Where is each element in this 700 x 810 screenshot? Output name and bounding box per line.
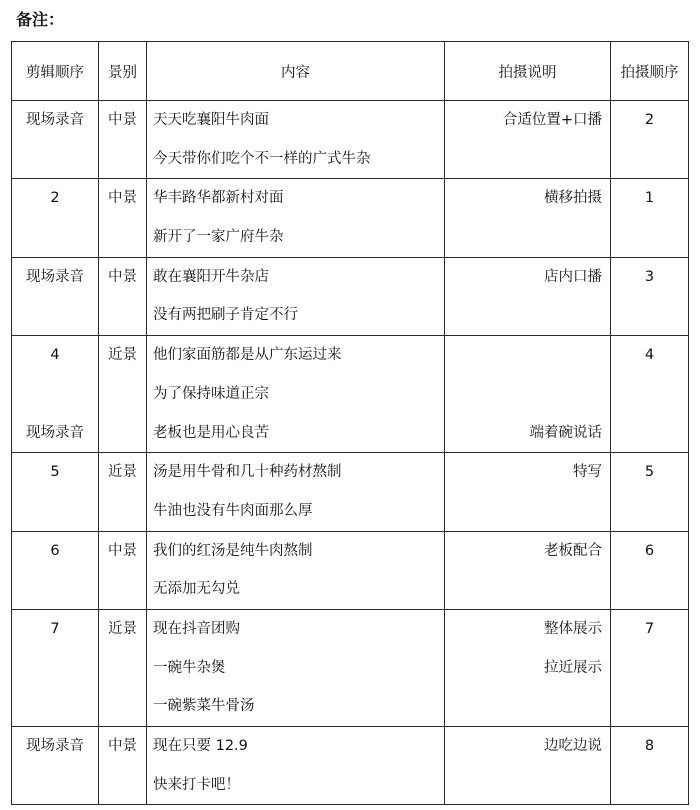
- shooting-script-table: [11, 41, 689, 805]
- edit-order-line: [12, 218, 98, 257]
- shoot-notes-line: 端着碗说话: [529, 424, 602, 441]
- table-header-row: [12, 42, 689, 101]
- content-line: 我们的红汤是纯牛肉熬制: [153, 542, 313, 559]
- shoot-order-line: 6: [644, 542, 655, 559]
- shoot-notes-line: [445, 687, 610, 726]
- edit-order-cell: [12, 101, 99, 179]
- shot-type-line: 中景: [108, 738, 137, 754]
- edit-order-line: 4: [50, 347, 60, 364]
- content-line: 现在只要 12.9: [153, 738, 248, 754]
- shoot-notes-cell: [445, 727, 611, 805]
- shoot-order-line: [611, 570, 688, 609]
- content-line: 今天带你们吃个不一样的广式牛杂: [153, 150, 371, 167]
- shoot-notes-cell: [445, 257, 611, 335]
- shoot-order-line: 7: [644, 620, 655, 637]
- edit-order-cell: [12, 453, 99, 531]
- shoot-notes-line: 合适位置+口播: [502, 112, 602, 128]
- table-row: [12, 257, 689, 335]
- content-line: 无添加无勾兑: [153, 581, 240, 598]
- shot-type-line: 中景: [108, 268, 137, 285]
- content-line: 华丰路华都新村对面: [153, 190, 284, 207]
- table-row: [12, 101, 689, 179]
- edit-order-line: 现场录音: [26, 112, 84, 128]
- edit-order-line: [12, 766, 98, 805]
- shoot-order-line: 2: [644, 112, 655, 128]
- header-shot-type: 景别: [99, 42, 147, 101]
- content-cell: [147, 101, 445, 179]
- edit-order-cell: [12, 336, 99, 453]
- shoot-order-line: 1: [644, 190, 655, 207]
- shot-type-cell: [99, 101, 147, 179]
- shot-type-line: [99, 296, 146, 335]
- content-line: 天天吃襄阳牛肉面: [153, 112, 269, 128]
- content-cell: [147, 727, 445, 805]
- shoot-notes-cell: [445, 453, 611, 531]
- content-line: 牛油也没有牛肉面那么厚: [153, 502, 313, 519]
- edit-order-line: 7: [50, 620, 60, 637]
- shoot-notes-cell: [445, 336, 611, 453]
- shoot-notes-cell: [445, 531, 611, 609]
- shot-type-cell: [99, 336, 147, 453]
- shot-type-line: [99, 766, 146, 805]
- shoot-order-line: [611, 766, 688, 805]
- edit-order-line: [12, 375, 98, 414]
- edit-order-line: [12, 140, 98, 179]
- content-line: 敢在襄阳开牛杂店: [153, 268, 269, 285]
- shot-type-cell: [99, 727, 147, 805]
- shoot-notes-line: [445, 492, 610, 531]
- shoot-notes-line: [445, 336, 610, 375]
- shot-type-line: [99, 218, 146, 257]
- shoot-order-line: [611, 492, 688, 531]
- table-row: [12, 336, 689, 453]
- table-row: [12, 609, 689, 726]
- shot-type-line: [99, 375, 146, 414]
- shoot-order-cell: [611, 336, 689, 453]
- shoot-order-line: [611, 687, 688, 726]
- shoot-notes-cell: [445, 179, 611, 257]
- header-shoot-order: 拍摄顺序: [611, 42, 689, 101]
- shoot-order-cell: [611, 179, 689, 257]
- shoot-order-line: 3: [644, 268, 655, 285]
- edit-order-line: [12, 296, 98, 335]
- shoot-order-line: [611, 414, 688, 453]
- header-shoot-notes: 拍摄说明: [445, 42, 611, 101]
- shoot-order-line: [611, 140, 688, 179]
- content-line: 他们家面筋都是从广东运过来: [153, 347, 342, 364]
- shoot-order-cell: [611, 609, 689, 726]
- shot-type-line: 中景: [108, 542, 137, 559]
- shot-type-cell: [99, 453, 147, 531]
- shot-type-line: 中景: [108, 112, 137, 128]
- content-cell: [147, 336, 445, 453]
- content-line: 为了保持味道正宗: [153, 385, 269, 402]
- edit-order-line: 2: [50, 190, 60, 207]
- shot-type-line: 中景: [108, 190, 137, 207]
- content-line: 新开了一家广府牛杂: [153, 229, 284, 246]
- content-line: 没有两把刷子肯定不行: [153, 307, 298, 324]
- shot-type-cell: [99, 257, 147, 335]
- table-row: [12, 727, 689, 805]
- shot-type-line: [99, 492, 146, 531]
- header-edit-order: 剪辑顺序: [12, 42, 99, 101]
- shoot-order-line: 5: [644, 464, 655, 481]
- table-row: [12, 531, 689, 609]
- shoot-notes-line: 特写: [573, 464, 602, 481]
- edit-order-cell: [12, 257, 99, 335]
- shoot-order-line: [611, 375, 688, 414]
- shoot-notes-line: [445, 375, 610, 414]
- shoot-order-line: 8: [644, 738, 655, 754]
- edit-order-line: 现场录音: [26, 268, 84, 285]
- shoot-order-line: [611, 296, 688, 335]
- shot-type-line: [99, 687, 146, 726]
- shoot-order-cell: [611, 101, 689, 179]
- shot-type-line: [99, 649, 146, 688]
- edit-order-line: 6: [50, 542, 60, 559]
- shoot-notes-cell: [445, 101, 611, 179]
- shoot-notes-line: 边吃边说: [544, 738, 602, 754]
- shoot-order-cell: [611, 531, 689, 609]
- shot-type-line: [99, 570, 146, 609]
- shoot-notes-line: 老板配合: [544, 542, 602, 559]
- content-line: 一碗牛杂煲: [153, 659, 226, 676]
- notes-heading: 备注：: [16, 10, 65, 29]
- shoot-notes-line: 店内口播: [544, 268, 602, 285]
- shot-type-line: 近景: [108, 464, 137, 481]
- shoot-order-cell: [611, 453, 689, 531]
- edit-order-line: [12, 649, 98, 688]
- shoot-notes-line: 拉近展示: [544, 659, 602, 676]
- content-cell: [147, 257, 445, 335]
- shoot-notes-line: 整体展示: [544, 620, 602, 637]
- content-line: 快来打卡吧！: [153, 776, 240, 793]
- shoot-notes-line: 横移拍摄: [544, 190, 602, 207]
- header-content: 内容: [147, 42, 445, 101]
- shoot-order-line: [611, 649, 688, 688]
- shoot-order-cell: [611, 727, 689, 805]
- shoot-order-line: 4: [644, 347, 655, 364]
- shoot-order-cell: [611, 257, 689, 335]
- content-line: 一碗紫菜牛骨汤: [153, 698, 255, 715]
- edit-order-cell: [12, 727, 99, 805]
- shot-type-cell: [99, 531, 147, 609]
- shoot-order-line: [611, 218, 688, 257]
- content-line: 老板也是用心良苦: [153, 424, 269, 441]
- edit-order-line: 现场录音: [26, 424, 84, 441]
- shoot-notes-line: [445, 766, 610, 805]
- edit-order-cell: [12, 179, 99, 257]
- shoot-notes-line: [445, 218, 610, 257]
- shoot-notes-line: [445, 570, 610, 609]
- shot-type-line: [99, 414, 146, 453]
- content-line: 汤是用牛骨和几十种药材熬制: [153, 464, 342, 481]
- shot-type-cell: [99, 179, 147, 257]
- content-cell: [147, 531, 445, 609]
- edit-order-line: [12, 570, 98, 609]
- edit-order-line: 现场录音: [26, 738, 84, 754]
- edit-order-line: [12, 687, 98, 726]
- edit-order-cell: [12, 609, 99, 726]
- edit-order-cell: [12, 531, 99, 609]
- table-row: [12, 179, 689, 257]
- content-line: 现在抖音团购: [153, 620, 240, 637]
- edit-order-line: [12, 492, 98, 531]
- shot-type-line: [99, 140, 146, 179]
- shot-type-line: 近景: [108, 347, 137, 364]
- edit-order-line: 5: [50, 464, 60, 481]
- content-cell: [147, 609, 445, 726]
- shoot-notes-cell: [445, 609, 611, 726]
- table-row: [12, 453, 689, 531]
- content-cell: [147, 453, 445, 531]
- shot-type-line: 近景: [108, 620, 137, 637]
- shoot-notes-line: [445, 140, 610, 179]
- content-cell: [147, 179, 445, 257]
- shoot-notes-line: [445, 296, 610, 335]
- shot-type-cell: [99, 609, 147, 726]
